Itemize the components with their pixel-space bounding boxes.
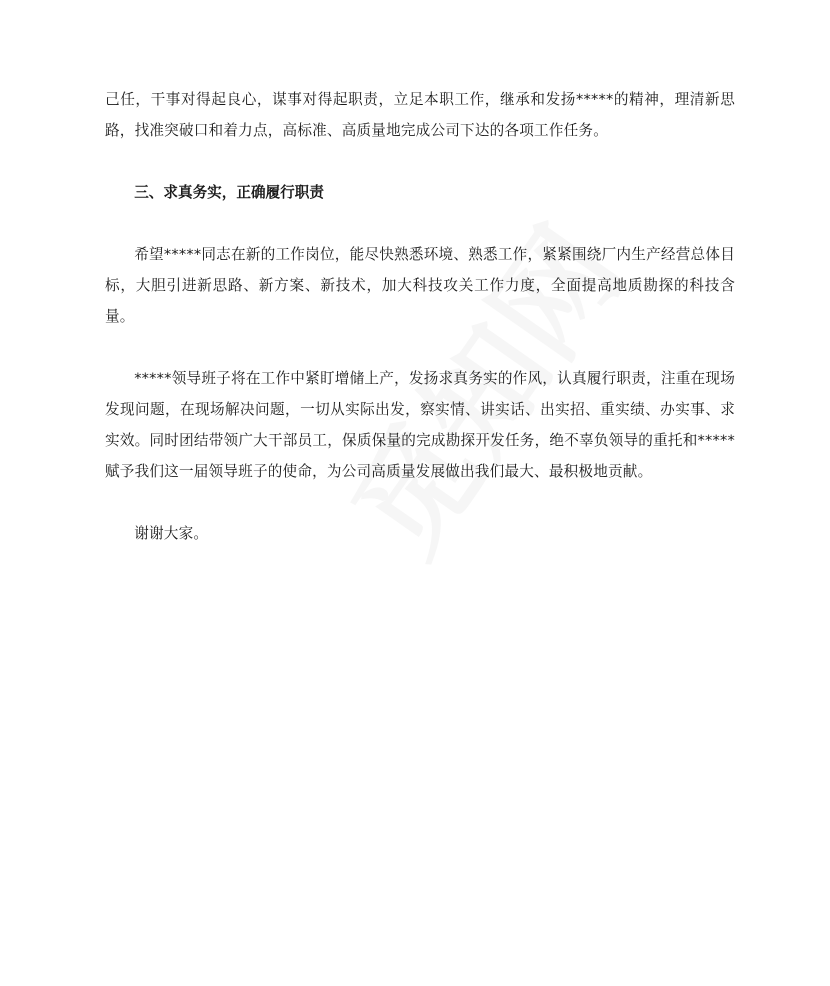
paragraph: 希望*****同志在新的工作岗位，能尽快熟悉环境、熟悉工作，紧紧围绕厂内生产经营总体目标，大胆引进新思路、新方案、新技术，加大科技攻关工作力度，全面提高地质勘探的科技含量。 xyxy=(105,246,735,325)
section-heading: 三、求真务实，正确履行职责 xyxy=(134,184,324,201)
document-page xyxy=(105,84,735,580)
paragraph: *****领导班子将在工作中紧盯增储上产，发扬求真务实的作风，认真履行职责，注重在现场发现问题，在现场解决问题，一切从实际出发，察实情、讲实话、出实招、重实绩、办实事、求实效。同时团结带领广大干部员工，保质保量的完成勘探开发任务，绝不辜负领导的重托和*****赋予我们这一届领导班子的使命，为公司高质量发展做出我们最大、最积极地贡献。 xyxy=(105,370,735,480)
closing-paragraph: 谢谢大家。 xyxy=(134,525,209,542)
paragraph-continued: 己任，干事对得起良心，谋事对得起职责，立足本职工作，继承和发扬*****的精神，理清新思路，找准突破口和着力点，高标准、高质量地完成公司下达的各项工作任务。 xyxy=(105,91,735,139)
